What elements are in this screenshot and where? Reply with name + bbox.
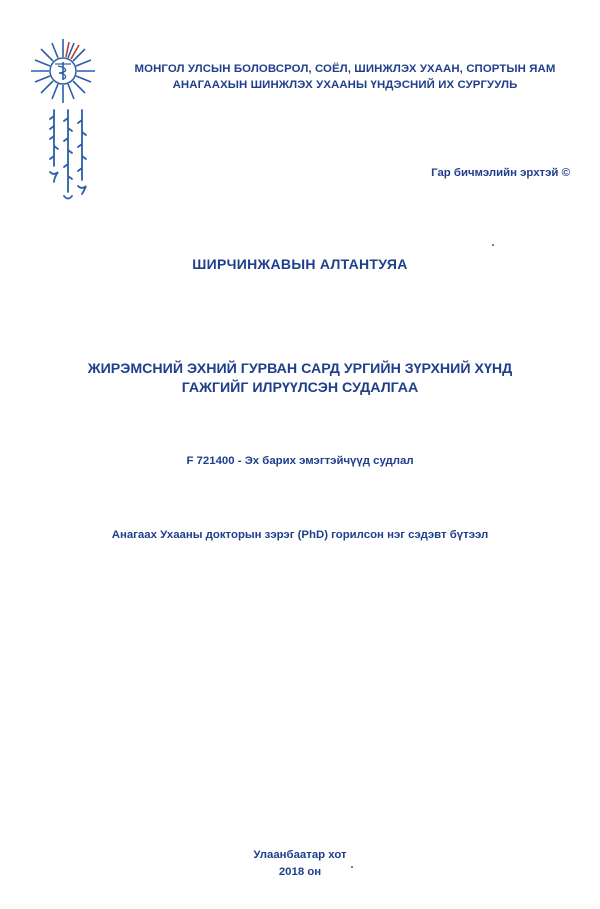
- ministry-line-2: АНАГААХЫН ШИНЖЛЭХ УХААНЫ ҮНДЭСНИЙ ИХ СУРГУУЛЬ: [172, 79, 518, 91]
- scan-speck: [351, 866, 353, 868]
- degree-statement: Анагаах Ухааны докторын зэрэг (PhD) горилсон нэг сэдэвт бүтээл: [111, 529, 489, 541]
- university-emblem-icon: [30, 38, 96, 104]
- title-line-1: ЖИРЭМСНИЙ ЭХНИЙ ГУРВАН САРД УРГИЙН ЗҮРХНИЙ ХҮНД: [87, 361, 513, 377]
- year: 2018 он: [278, 866, 322, 878]
- place-and-year: [0, 847, 600, 881]
- specialty-code: F 721400 - Эх барих эмэгтэйчүүд судлал: [186, 455, 414, 467]
- author-name: ШИРЧИНЖАВЫН АЛТАНТУЯА: [192, 256, 408, 272]
- dissertation-title: [40, 360, 560, 398]
- mongolian-script-emblem: [44, 106, 92, 206]
- scan-speck: [492, 244, 494, 246]
- copyright-notice: Гар бичмэлийн эрхтэй ©: [431, 167, 570, 179]
- ministry-header: [110, 61, 580, 93]
- title-line-2: ГАЖГИЙГ ИЛРҮҮЛСЭН СУДАЛГАА: [181, 380, 419, 396]
- ministry-line-1: МОНГОЛ УЛСЫН БОЛОВСРОЛ, СОЁЛ, ШИНЖЛЭХ УХААН, СПОРТЫН ЯАМ: [134, 63, 556, 75]
- city-name: Улаанбаатар хот: [253, 849, 347, 861]
